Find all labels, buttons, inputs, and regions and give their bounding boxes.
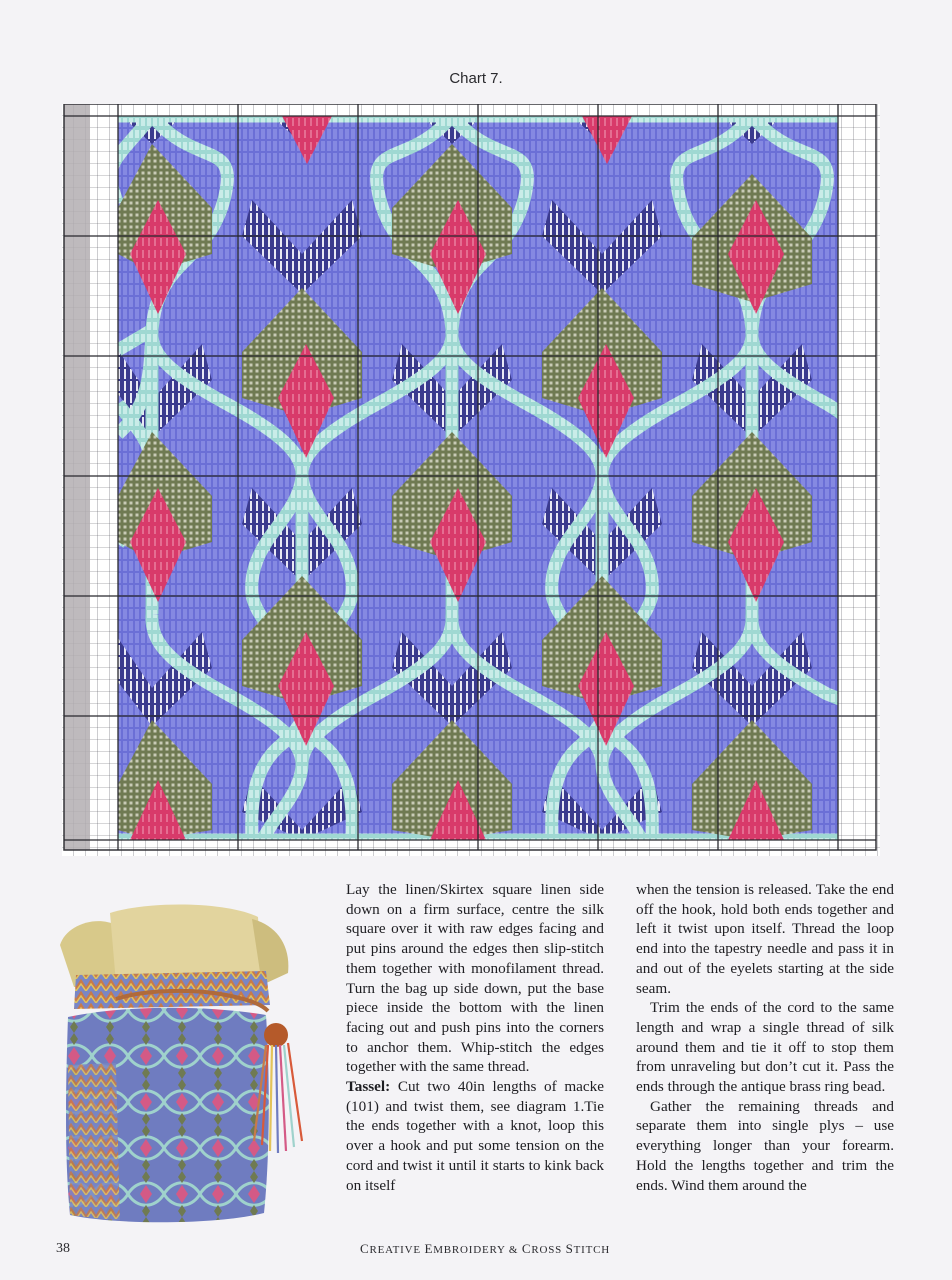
chart-title: Chart 7. — [449, 70, 503, 87]
tassel-heading: Tassel: — [346, 1078, 391, 1096]
paragraph: Gather the remaining threads and separate them into single plys – use everything longer than your forearm. Hold the lengths together and trim the ends. Wind them around the — [636, 1097, 894, 1194]
stitch-pattern — [111, 116, 852, 840]
tassel-paragraph — [346, 1077, 604, 1195]
tassel-text: Cut two 40in lengths of macke (101) and twist them, see diagram 1.Tie the ends together with a knot, loop this over a hook and put some tension on the cord and twist it until it starts to kink back on itself — [346, 1078, 604, 1194]
paragraph: when the tension is released. Take the end off the hook, hold both ends together and left it twist upon itself. Thread the loop end into the tapestry needle and pass it in and out of the eyelets starting at the side seam. — [636, 881, 894, 997]
tassel-bead — [264, 1023, 288, 1047]
paragraph: Lay the linen/Skirtex square linen side down on a firm surface, centre the silk square over it with raw edges facing and put pins around the edges then slip-stitch them together with monofilament thread. Turn the bag up side down, put the base piece inside the bottom with the linen facing out and push pins into the corners to anchor them. Whip-stitch the edges together with the same thread. — [346, 881, 604, 1076]
body-text-column-right — [636, 880, 894, 1195]
bag-front-panel — [116, 1061, 262, 1221]
page-number: 38 — [56, 1241, 70, 1256]
bag-side-panel — [68, 1063, 120, 1221]
bag-photo — [56, 895, 326, 1230]
bag-lining-back — [110, 904, 262, 983]
paragraph: Trim the ends of the cord to the same length and wrap a single thread of silk around them and tie it off to stop them from unraveling but don’t cut it. Pass the ends through the antique brass ring bead. — [636, 999, 894, 1096]
body-text-column-left — [346, 880, 604, 1195]
running-footer: CREATIVE EMBROIDERY & CROSS STITCH — [359, 1241, 611, 1256]
bargello-pattern-chart — [62, 104, 880, 856]
chart-left-edge — [64, 104, 90, 850]
